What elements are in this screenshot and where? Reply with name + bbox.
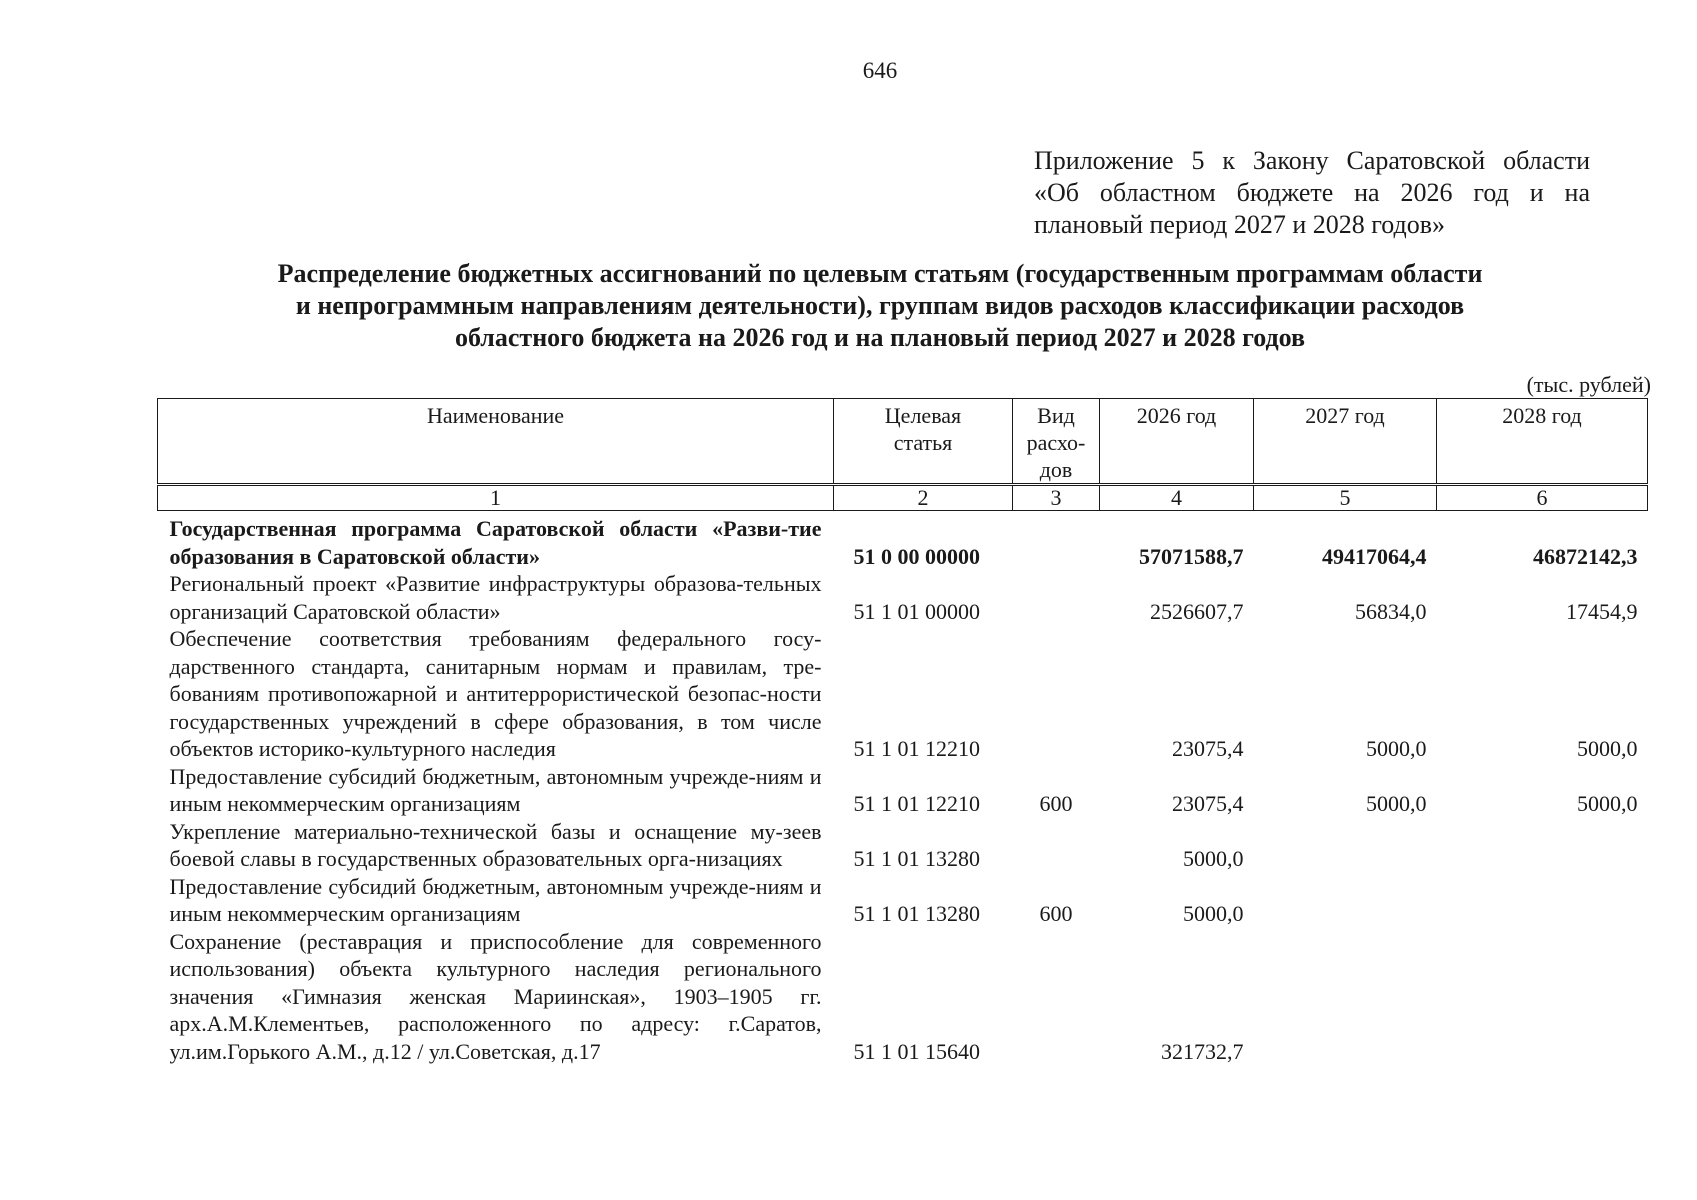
- row-amount-2026: 57071588,7: [1139, 543, 1244, 569]
- row-amount-2028: [1437, 818, 1648, 873]
- row-target-article: 51 1 01 13280: [853, 901, 980, 926]
- table-row: [158, 625, 1648, 763]
- row-target-article: 51 1 01 12210: [853, 791, 980, 816]
- header-name: Наименование: [158, 399, 834, 485]
- table-row: [158, 511, 1648, 571]
- row-expense-type: [1013, 625, 1100, 763]
- header-expense-type: Вид расхо- дов: [1013, 399, 1100, 485]
- row-amount-2027: [1254, 873, 1437, 928]
- page-number: 646: [862, 58, 898, 83]
- table-row: [158, 928, 1648, 1066]
- row-name: Предоставление субсидий бюджетным, автономным учрежде-ниям и иным некоммерческим организациям: [169, 873, 822, 926]
- column-number: 1: [158, 485, 834, 511]
- row-amount-2026: 5000,0: [1183, 901, 1244, 926]
- column-number: 5: [1254, 485, 1437, 511]
- row-target-article: 51 1 01 12210: [853, 736, 980, 761]
- row-target-article: 51 1 01 15640: [853, 1038, 980, 1064]
- row-amount-2026: 2526607,7: [1150, 598, 1244, 624]
- column-number-row: [158, 485, 1648, 511]
- title-line: областного бюджета на 2026 год и на плановый период 2027 и 2028 годов: [454, 323, 1306, 352]
- row-amount-2026: 23075,4: [1172, 791, 1244, 816]
- table-header-row: [158, 399, 1648, 485]
- appendix-line: Приложение 5 к Закону Саратовской области: [1034, 146, 1590, 175]
- title-line: и непрограммным направлениям деятельности), группам видов расходов классификации расходов: [295, 291, 1465, 320]
- row-name: Региональный проект «Развитие инфраструктуры образова-тельных организаций Саратовской области»: [169, 571, 822, 624]
- row-name: Сохранение (реставрация и приспособление для современного использования) объекта культурного наследия регионального значения «Гимназия женская Мариинская», 1903–1905 гг. арх.А.М.Клементьев, расположенного по адресу: г.Саратов, ул.им.Горького А.М., д.12 / ул.Советская, д.17: [169, 928, 822, 1064]
- table-row: [158, 570, 1648, 625]
- row-amount-2027: 56834,0: [1355, 598, 1427, 624]
- document-title: [130, 258, 1630, 354]
- header-2026: 2026 год: [1100, 399, 1254, 485]
- column-number: 3: [1013, 485, 1100, 511]
- row-amount-2027: [1254, 818, 1437, 873]
- row-amount-2026: 321732,7: [1161, 1038, 1244, 1064]
- row-expense-type: [1013, 511, 1100, 571]
- row-expense-type: [1013, 818, 1100, 873]
- table-row: [158, 873, 1648, 928]
- row-name: Обеспечение соответствия требованиям федерального госу-дарственного стандарта, санитарным нормам и правилам, тре-бованиям противопожарной и антитеррористической безопас-ности государственных учреждений в сфере образования, в том числе объектов историко-культурного наследия: [169, 626, 822, 761]
- row-amount-2026: 5000,0: [1183, 846, 1244, 871]
- row-amount-2026: 23075,4: [1172, 736, 1244, 761]
- row-amount-2028: 46872142,3: [1533, 543, 1638, 569]
- row-name: Укрепление материально-технической базы и оснащение му-зеев боевой славы в государственных образовательных орга-низациях: [169, 818, 822, 871]
- row-name: Предоставление субсидий бюджетным, автономным учрежде-ниям и иным некоммерческим организациям: [169, 763, 822, 816]
- appendix-line: плановый период 2027 и 2028 годов»: [1034, 210, 1446, 239]
- row-expense-type: [1013, 928, 1100, 1066]
- row-amount-2027: 5000,0: [1366, 736, 1427, 761]
- row-target-article: 51 1 01 13280: [853, 846, 980, 871]
- row-amount-2028: [1437, 928, 1648, 1066]
- row-amount-2028: 5000,0: [1577, 736, 1638, 761]
- units-label: (тыс. рублей): [1526, 372, 1651, 397]
- column-number: 4: [1100, 485, 1254, 511]
- table-row: [158, 818, 1648, 873]
- row-amount-2028: 17454,9: [1566, 598, 1638, 624]
- budget-table-body: [158, 511, 1648, 1066]
- row-expense-type: 600: [1039, 791, 1073, 816]
- row-amount-2028: 5000,0: [1577, 791, 1638, 816]
- budget-table: [157, 398, 1648, 1065]
- header-2027: 2027 год: [1254, 399, 1437, 485]
- row-amount-2027: 5000,0: [1366, 791, 1427, 816]
- row-expense-type: 600: [1039, 901, 1073, 926]
- header-target-article: Целевая статья: [834, 399, 1013, 485]
- row-target-article: 51 1 01 00000: [853, 598, 980, 624]
- table-row: [158, 763, 1648, 818]
- appendix-line: «Об областном бюджете на 2026 год и на: [1034, 178, 1590, 207]
- appendix-note: [1034, 145, 1590, 241]
- header-2028: 2028 год: [1437, 399, 1648, 485]
- title-line: Распределение бюджетных ассигнований по целевым статьям (государственным программам области: [277, 259, 1483, 288]
- column-number: 2: [834, 485, 1013, 511]
- row-amount-2027: 49417064,4: [1322, 543, 1427, 569]
- row-target-article: 51 0 00 00000: [853, 543, 980, 569]
- column-number: 6: [1437, 485, 1648, 511]
- row-expense-type: [1013, 570, 1100, 625]
- row-amount-2028: [1437, 873, 1648, 928]
- row-name: Государственная программа Саратовской области «Разви-тие образования в Саратовской области»: [169, 516, 822, 569]
- row-amount-2027: [1254, 928, 1437, 1066]
